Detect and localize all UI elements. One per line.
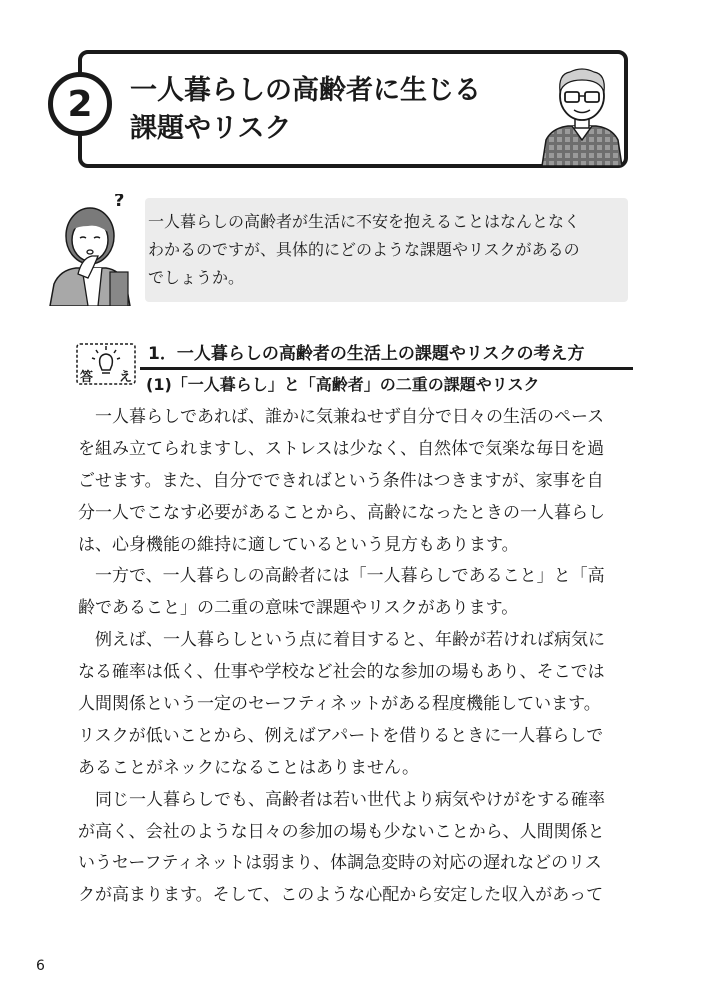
worried-woman-illustration — [48, 194, 148, 306]
page-number: 6 — [36, 958, 45, 974]
section-heading: 1．一人暮らしの高齢者の生活上の課題やリスクの考え方 — [148, 341, 633, 367]
body-line: 例えば、一人暮らしという点に着目すると、年齢が若ければ病気に — [78, 630, 605, 651]
body-line: あることがネックになることはありません。 — [78, 757, 420, 778]
body-line: 一方で、一人暮らしの高齢者には「一人暮らしであること」と「高 — [78, 566, 605, 587]
body-line: 同じ一人暮らしでも、高齢者は若い世代より病気やけがをする確率 — [78, 789, 605, 810]
chapter-title-line: 一人暮らしの高齢者に生じる — [130, 75, 481, 106]
chapter-title — [130, 72, 530, 148]
question-line: でしょうか。 — [148, 268, 245, 287]
chapter-number-badge — [48, 72, 112, 136]
body-line: 分一人でこなす必要があることから、高齢になったときの一人暮らし — [78, 502, 605, 523]
question-line: 一人暮らしの高齢者が生活に不安を抱えることはなんとなく — [148, 212, 581, 231]
question-text — [148, 208, 618, 292]
body-line: なる確率は低く、仕事や学校など社会的な参加の場もあり、そこでは — [78, 662, 605, 683]
question-line: わかるのですが、具体的にどのような課題やリスクがあるの — [148, 240, 580, 259]
body-line: クが高まります。そして、このような心配から安定した収入があって — [78, 885, 604, 906]
chapter-number: 2 — [67, 83, 93, 125]
body-line: 人間関係という一定のセーフティネットがある程度機能しています。 — [78, 694, 601, 715]
body-line: を組み立てられますし、ストレスは少なく、自然体で気楽な毎日を過 — [78, 438, 605, 459]
body-line: 齢であること」の二重の意味で課題やリスクがあります。 — [78, 598, 519, 619]
answer-lightbulb-icon — [76, 343, 136, 385]
body-line: リスクが低いことから、例えばアパートを借りるときに一人暮らしで — [78, 725, 604, 746]
body-line: ごせます。また、自分でできればという条件はつきますが、家事を自 — [78, 470, 604, 491]
chapter-title-line: 課題やリスク — [130, 113, 292, 144]
body-line: が高く、会社のような日々の参加の場も少ないことから、人間関係と — [78, 821, 605, 842]
answer-label: 答え — [80, 370, 132, 385]
body-line: いうセーフティネットは弱まり、体調急変時の対応の遅れなどのリス — [78, 853, 602, 874]
body-text — [78, 402, 634, 912]
body-line: は、心身機能の維持に適しているという見方もあります。 — [78, 534, 519, 555]
question-mark: ? — [114, 194, 125, 211]
body-line: 一人暮らしであれば、誰かに気兼ねせず自分で日々の生活のペース — [78, 407, 605, 427]
elderly-man-illustration — [538, 62, 626, 166]
subsection-heading: (1)「一人暮らし」と「高齢者」の二重の課題やリスク — [146, 375, 540, 394]
